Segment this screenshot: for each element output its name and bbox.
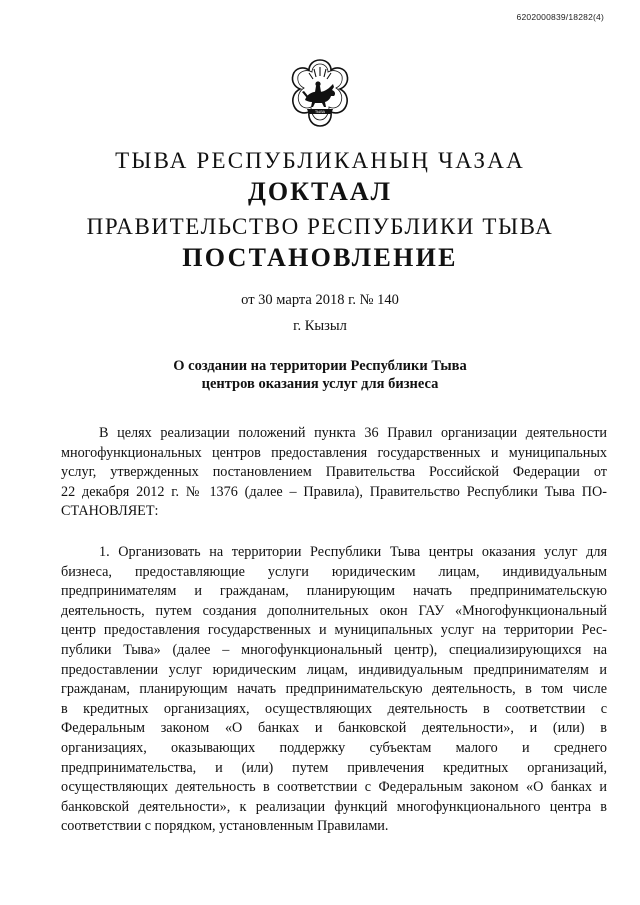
paragraph-preamble xyxy=(61,424,607,522)
paragraph-line: гражданам, планирующим начать предпринимательскую деятельность, в том числе xyxy=(61,681,607,698)
document-city: г. Кызыл xyxy=(293,318,347,334)
paragraph-line: В целях реализации положений пункта 36 Правил организации деятельности xyxy=(99,425,607,441)
document-date: от 30 марта 2018 г. № 140 xyxy=(241,292,399,308)
paragraph-line: услуг, утвержденных постановлением Правительства Российской Федерации от xyxy=(61,464,607,481)
paragraph-line: в кредитных организациях, осуществляющих деятельность в соответствии с xyxy=(61,700,607,717)
paragraph-item-1 xyxy=(61,543,607,837)
document-registration-number: 6202000839/18282(4) xyxy=(516,12,604,22)
paragraph-line: многофункциональных центров предоставления государственных и муниципальных xyxy=(61,444,607,461)
svg-text:ТЫВА: ТЫВА xyxy=(314,110,326,114)
paragraph-line: СТАНОВЛЯЕТ: xyxy=(61,503,159,520)
paragraph-line: Федеральным законом «О банках и банковской деятельности», и (или) в xyxy=(61,720,607,737)
document-subject xyxy=(0,357,640,393)
paragraph-line: предоставлении услуг юридическим лицам, индивидуальным предпринимателям и xyxy=(61,661,607,678)
paragraph-line: предпринимательства, и (или) путем привлечения кредитных организаций, xyxy=(61,759,607,776)
subject-line: О создании на территории Республики Тыва xyxy=(173,358,467,374)
paragraph-line: соответствии с порядком, установленным Правилами. xyxy=(61,818,389,835)
paragraph-line: бизнеса, предоставляющие услуги юридическим лицам, индивидуальным xyxy=(61,563,607,580)
paragraph-line: 1. Организовать на территории Республики Тыва центры оказания услуг для xyxy=(99,544,607,560)
header-title-government: ПРАВИТЕЛЬСТВО РЕСПУБЛИКИ ТЫВА xyxy=(86,214,554,239)
header-postanovlenie: ПОСТАНОВЛЕНИЕ xyxy=(182,243,458,272)
header-title-tyva: ТЫВА РЕСПУБЛИКАНЫҢ ЧАЗАА xyxy=(115,148,525,173)
paragraph-line: 22 декабря 2012 г. № 1376 (далее – Правила), Правительство Республики Тыва ПО- xyxy=(61,483,607,500)
paragraph-line: центр предоставления государственных и муниципальных услуг на территории Рес- xyxy=(61,622,607,639)
paragraph-line: публики Тыва» (далее – многофункциональный центр), специализирующихся на xyxy=(61,641,607,658)
paragraph-line: деятельность, путем создания дополнительных окон ГАУ «Многофункциональный xyxy=(61,602,607,619)
header-doktaal: ДОКТААЛ xyxy=(248,177,392,206)
paragraph-line: осуществляющих деятельность в соответствии с Федеральным законом «О банках и xyxy=(61,779,607,796)
paragraph-line: предпринимателям и гражданам, планирующим начать предпринимательскую xyxy=(61,583,607,600)
paragraph-line: организациях, оказывающих поддержку субъектам малого и среднего xyxy=(61,739,607,756)
coat-of-arms-icon xyxy=(285,56,355,134)
subject-line: центров оказания услуг для бизнеса xyxy=(201,376,439,392)
paragraph-line: банковской деятельности», к реализации функций многофункционального центра в xyxy=(61,798,607,815)
